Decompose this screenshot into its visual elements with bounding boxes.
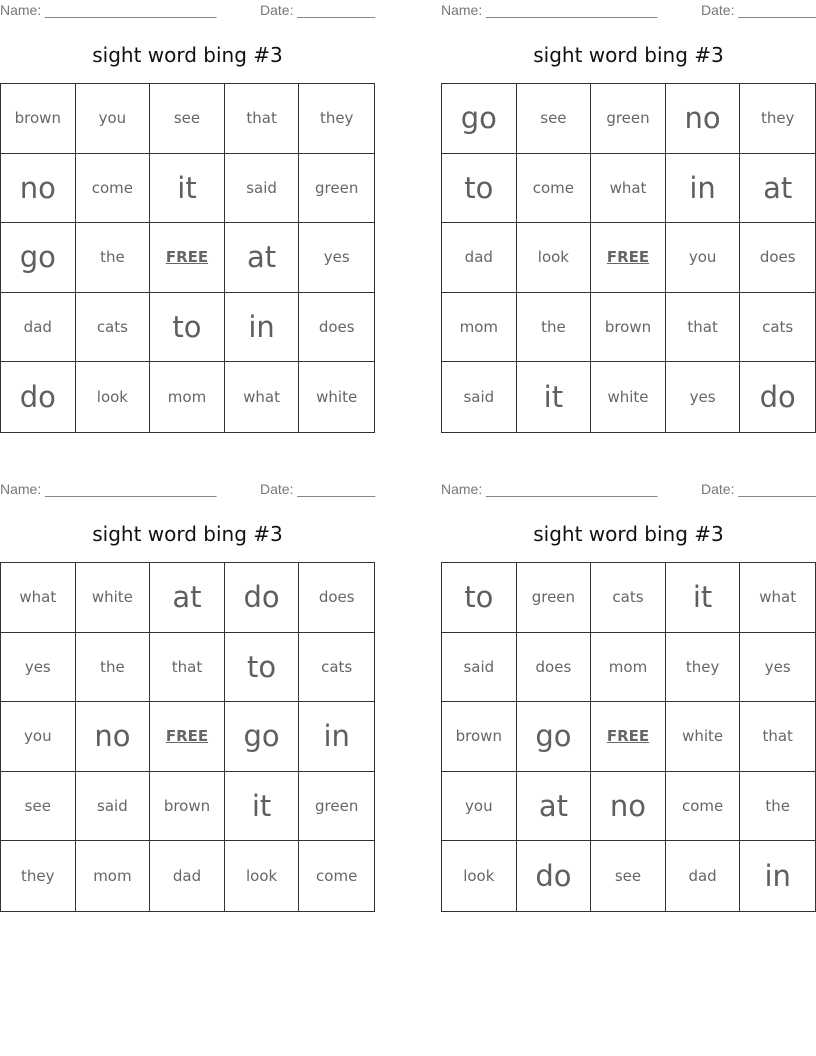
free-space[interactable]: FREE: [150, 223, 225, 293]
bingo-card-4: [441, 479, 816, 911]
bingo-cell[interactable]: it: [666, 563, 741, 633]
bingo-cell[interactable]: they: [1, 841, 76, 911]
name-field[interactable]: [0, 2, 216, 18]
card-title: sight word bing #3: [92, 522, 283, 546]
bingo-cell[interactable]: to: [442, 563, 517, 633]
bingo-cell[interactable]: dad: [150, 841, 225, 911]
card-title: sight word bing #3: [533, 43, 724, 67]
bingo-cell[interactable]: it: [150, 154, 225, 224]
bingo-cell[interactable]: at: [740, 154, 815, 224]
bingo-cell[interactable]: it: [517, 362, 592, 432]
bingo-cell[interactable]: mom: [591, 633, 666, 703]
bingo-cell[interactable]: green: [591, 84, 666, 154]
bingo-cell[interactable]: white: [666, 702, 741, 772]
bingo-cell[interactable]: come: [517, 154, 592, 224]
name-label: Name:: [441, 2, 483, 18]
free-space[interactable]: FREE: [591, 223, 666, 293]
bingo-cell[interactable]: to: [442, 154, 517, 224]
name-label: Name:: [441, 481, 483, 497]
bingo-cell[interactable]: no: [76, 702, 151, 772]
bingo-cell[interactable]: what: [1, 563, 76, 633]
bingo-cell[interactable]: yes: [299, 223, 374, 293]
date-line: __________: [297, 2, 376, 18]
bingo-cell[interactable]: green: [299, 772, 374, 842]
bingo-cell[interactable]: look: [225, 841, 300, 911]
bingo-cell[interactable]: what: [740, 563, 815, 633]
name-field[interactable]: [441, 2, 657, 18]
bingo-cell[interactable]: that: [666, 293, 741, 363]
card-title: sight word bing #3: [92, 43, 283, 67]
bingo-cell[interactable]: go: [225, 702, 300, 772]
bingo-cell[interactable]: cats: [740, 293, 815, 363]
bingo-cell[interactable]: see: [517, 84, 592, 154]
bingo-cell[interactable]: do: [1, 362, 76, 432]
bingo-cell[interactable]: said: [225, 154, 300, 224]
bingo-cell[interactable]: at: [225, 223, 300, 293]
bingo-cell[interactable]: the: [517, 293, 592, 363]
name-label: Name:: [0, 2, 42, 18]
bingo-cell[interactable]: look: [76, 362, 151, 432]
bingo-cell[interactable]: in: [764, 859, 791, 894]
bingo-cell[interactable]: said: [76, 772, 151, 842]
bingo-cell[interactable]: the: [740, 772, 815, 842]
bingo-cell[interactable]: said: [442, 362, 517, 432]
bingo-cell[interactable]: white: [591, 362, 666, 432]
bingo-cell[interactable]: come: [666, 772, 741, 842]
date-field[interactable]: [260, 481, 375, 497]
date-field[interactable]: [260, 2, 375, 18]
bingo-cell[interactable]: said: [442, 633, 517, 703]
bingo-cell[interactable]: come: [316, 867, 358, 886]
name-line: ______________________: [45, 2, 217, 18]
bingo-cell[interactable]: do: [759, 380, 796, 415]
bingo-cell[interactable]: in: [666, 154, 741, 224]
date-line: __________: [297, 481, 376, 497]
free-space[interactable]: FREE: [150, 702, 225, 772]
bingo-cell[interactable]: what: [225, 362, 300, 432]
bingo-cell[interactable]: mom: [442, 293, 517, 363]
bingo-cell[interactable]: to: [150, 293, 225, 363]
date-line: __________: [738, 481, 816, 497]
bingo-cell[interactable]: green: [299, 154, 374, 224]
bingo-cell[interactable]: yes: [666, 362, 741, 432]
bingo-cell[interactable]: no: [591, 772, 666, 842]
bingo-cell[interactable]: cats: [299, 633, 374, 703]
bingo-cell[interactable]: no: [1, 154, 76, 224]
bingo-cell[interactable]: you: [1, 702, 76, 772]
bingo-cell[interactable]: you: [442, 772, 517, 842]
date-line: __________: [738, 2, 816, 18]
bingo-cell[interactable]: go: [1, 223, 76, 293]
bingo-cell[interactable]: mom: [150, 362, 225, 432]
bingo-cell[interactable]: brown: [591, 293, 666, 363]
bingo-cell[interactable]: dad: [666, 841, 741, 911]
card-header: [441, 2, 816, 18]
name-label: Name:: [0, 481, 42, 497]
date-label: Date:: [260, 2, 294, 18]
bingo-cell[interactable]: in: [299, 702, 374, 772]
name-line: ______________________: [486, 481, 658, 497]
bingo-cell[interactable]: at: [517, 772, 592, 842]
bingo-cell[interactable]: come: [76, 154, 151, 224]
bingo-cell[interactable]: go: [517, 702, 592, 772]
bingo-cell[interactable]: that: [225, 84, 300, 154]
date-label: Date:: [701, 481, 735, 497]
bingo-cell[interactable]: look: [442, 841, 517, 911]
bingo-cell[interactable]: they: [740, 84, 815, 154]
bingo-cell[interactable]: mom: [76, 841, 151, 911]
bingo-cell[interactable]: to: [225, 633, 300, 703]
bingo-cell[interactable]: what: [591, 154, 666, 224]
bingo-cell[interactable]: do: [225, 563, 300, 633]
bingo-cell[interactable]: no: [666, 84, 741, 154]
bingo-cell[interactable]: the: [76, 223, 151, 293]
free-space[interactable]: FREE: [591, 702, 666, 772]
name-line: ______________________: [45, 481, 217, 497]
name-field[interactable]: [441, 481, 657, 497]
bingo-card-3: [0, 479, 375, 911]
bingo-cell[interactable]: brown: [442, 702, 517, 772]
bingo-cell[interactable]: that: [740, 702, 815, 772]
bingo-cell[interactable]: do: [517, 841, 592, 911]
bingo-cell[interactable]: go: [442, 84, 517, 154]
bingo-card-2: [441, 0, 816, 432]
bingo-cell[interactable]: does: [299, 563, 374, 633]
bingo-cell[interactable]: the: [76, 633, 151, 703]
bingo-cell[interactable]: at: [150, 563, 225, 633]
bingo-cell[interactable]: green: [517, 563, 592, 633]
bingo-cell[interactable]: in: [225, 293, 300, 363]
bingo-cell[interactable]: you: [76, 84, 151, 154]
date-label: Date:: [701, 2, 735, 18]
bingo-card-1: [0, 0, 375, 432]
bingo-cell[interactable]: dad: [1, 293, 76, 363]
bingo-cell[interactable]: it: [225, 772, 300, 842]
bingo-cell[interactable]: see: [591, 841, 666, 911]
bingo-cell[interactable]: they: [299, 84, 374, 154]
date-label: Date:: [260, 481, 294, 497]
bingo-grid: [441, 83, 816, 433]
bingo-cell[interactable]: white: [76, 563, 151, 633]
date-field[interactable]: [701, 2, 816, 18]
bingo-cell[interactable]: yes: [1, 633, 76, 703]
date-field[interactable]: [701, 481, 816, 497]
bingo-cell[interactable]: does: [517, 633, 592, 703]
bingo-cell[interactable]: does: [740, 223, 815, 293]
name-line: ______________________: [486, 2, 658, 18]
bingo-cell[interactable]: cats: [591, 563, 666, 633]
bingo-cell[interactable]: that: [150, 633, 225, 703]
name-field[interactable]: [0, 481, 216, 497]
bingo-cell[interactable]: white: [316, 388, 358, 407]
card-header: [441, 481, 816, 497]
bingo-cell[interactable]: brown: [150, 772, 225, 842]
bingo-cell[interactable]: see: [1, 772, 76, 842]
bingo-cell[interactable]: see: [150, 84, 225, 154]
bingo-cell[interactable]: brown: [1, 84, 76, 154]
bingo-cell[interactable]: dad: [442, 223, 517, 293]
bingo-grid: [441, 562, 816, 912]
card-title: sight word bing #3: [533, 522, 724, 546]
bingo-cell[interactable]: does: [299, 293, 374, 363]
bingo-cell[interactable]: they: [666, 633, 741, 703]
bingo-cell[interactable]: you: [666, 223, 741, 293]
bingo-cell[interactable]: yes: [740, 633, 815, 703]
card-header: [0, 481, 375, 497]
bingo-cell[interactable]: look: [517, 223, 592, 293]
card-header: [0, 2, 375, 18]
bingo-grid: [0, 562, 375, 912]
bingo-cell[interactable]: cats: [76, 293, 151, 363]
bingo-grid: [0, 83, 375, 433]
